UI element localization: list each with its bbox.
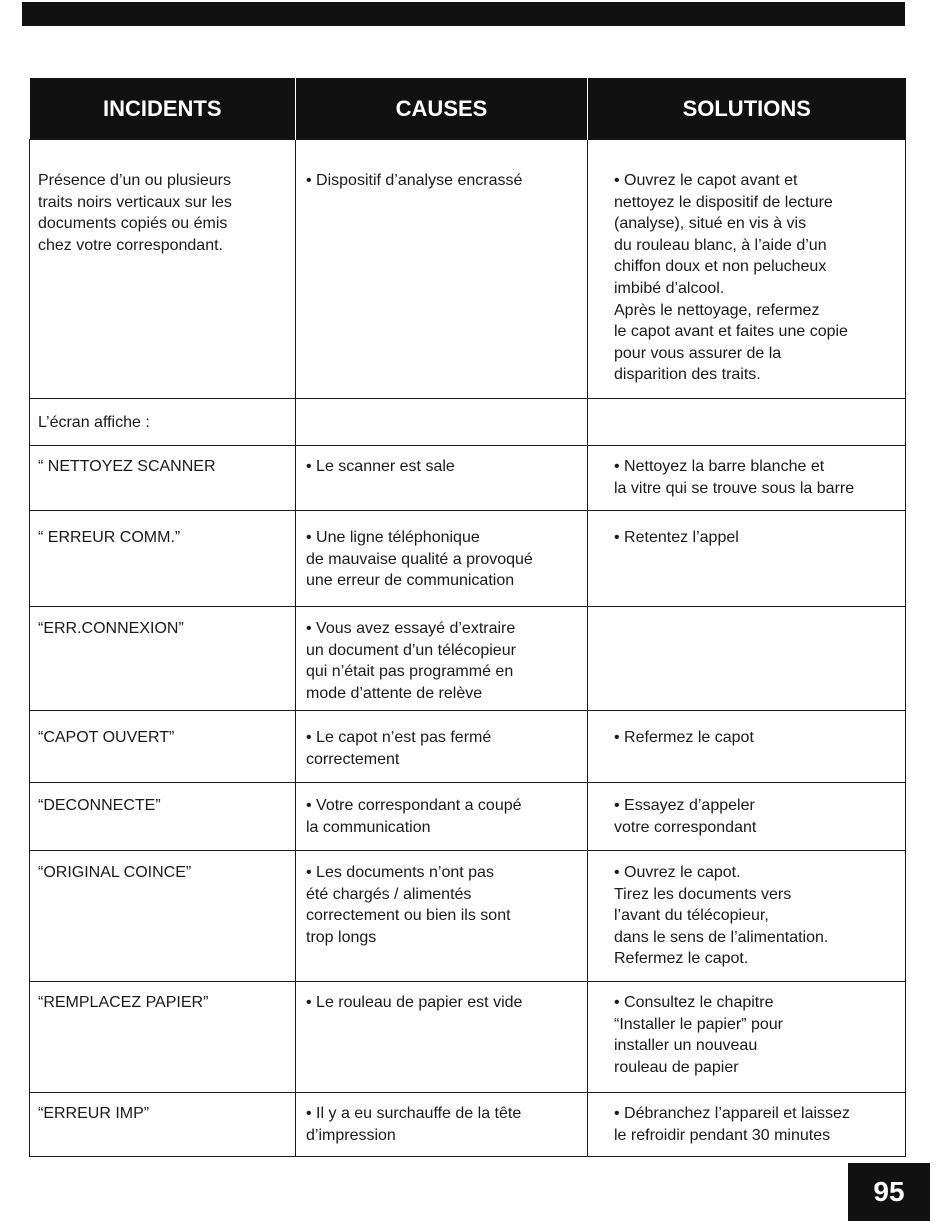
table-row (30, 711, 906, 783)
cause-cell (296, 851, 588, 982)
incident-text: “ NETTOYEZ SCANNER (38, 458, 216, 475)
incident-cell (30, 711, 296, 783)
solution-cell (588, 399, 906, 446)
table-row (30, 446, 906, 511)
incident-text: Présence d’un ou plusieurs traits noirs verticaux sur les documents copiés ou émis chez votre correspondant. (38, 172, 232, 254)
solution-cell (588, 711, 906, 783)
solution-cell (588, 783, 906, 851)
solution-text (588, 399, 905, 412)
incident-text: “ERREUR IMP” (38, 1105, 150, 1122)
solution-text: • Ouvrez le capot. Tirez les documents vers l’avant du télécopieur, dans le sens de l’alimentation. Refermez le capot. (614, 864, 829, 968)
table-row (30, 140, 906, 399)
solution-cell (588, 140, 906, 399)
incident-cell (30, 140, 296, 399)
cause-cell (296, 1093, 588, 1157)
cause-cell (296, 607, 588, 711)
cause-text: • Il y a eu surchauffe de la tête d’impression (306, 1105, 522, 1144)
incident-cell (30, 982, 296, 1093)
cause-cell (296, 446, 588, 511)
cause-cell (296, 982, 588, 1093)
incident-text: “ERR.CONNEXION” (38, 620, 184, 637)
incident-cell (30, 446, 296, 511)
table-row (30, 783, 906, 851)
table-header-row (30, 78, 906, 140)
solution-text: • Consultez le chapitre “Installer le papier” pour installer un nouveau rouleau de papier (614, 994, 783, 1076)
solution-cell (588, 982, 906, 1093)
cause-text: • Les documents n’ont pas été chargés / alimentés correctement ou bien ils sont trop longs (306, 864, 511, 946)
solution-text: • Débranchez l’appareil et laissez le refroidir pendant 30 minutes (614, 1105, 850, 1144)
solution-cell (588, 607, 906, 711)
table-row (30, 607, 906, 711)
table-row (30, 399, 906, 446)
header-incidents: INCIDENTS (30, 78, 296, 140)
incident-cell (30, 511, 296, 607)
incident-cell (30, 851, 296, 982)
cause-cell (296, 511, 588, 607)
solution-text: • Essayez d’appeler votre correspondant (614, 797, 757, 836)
incident-text: “REMPLACEZ PAPIER” (38, 994, 209, 1011)
cause-text (296, 399, 587, 412)
cause-text: • Vous avez essayé d’extraire un document d’un télécopieur qui n’était pas programmé en mode d’attente de relève (306, 620, 516, 702)
troubleshooting-table (29, 78, 906, 1157)
header-solutions: SOLUTIONS (588, 78, 906, 140)
solution-text: • Refermez le capot (614, 729, 754, 746)
incident-cell (30, 399, 296, 446)
solution-text: • Retentez l’appel (614, 529, 739, 546)
solution-cell (588, 851, 906, 982)
cause-cell (296, 711, 588, 783)
incident-cell (30, 783, 296, 851)
incident-text: “ ERREUR COMM.” (38, 529, 181, 546)
table-row (30, 982, 906, 1093)
solution-cell (588, 446, 906, 511)
cause-text: • Le rouleau de papier est vide (306, 994, 523, 1011)
incident-cell (30, 607, 296, 711)
incident-text: “DECONNECTE” (38, 797, 161, 814)
cause-cell (296, 783, 588, 851)
solution-text (588, 607, 905, 618)
incident-cell (30, 1093, 296, 1157)
cause-text: • Le capot n’est pas fermé correctement (306, 729, 492, 768)
solution-text: • Ouvrez le capot avant et nettoyez le dispositif de lecture (analyse), situé en vis à vis du rouleau blanc, à l’aide d’un chiffon doux et non pelucheux imbibé d’alcool. Après le nettoyage, refermez le capot avant et faites une copie pour vous assurer de la disparition des traits. (614, 172, 848, 384)
cause-text: • Le scanner est sale (306, 458, 455, 475)
table-row (30, 851, 906, 982)
table-row (30, 511, 906, 607)
incident-text: “CAPOT OUVERT” (38, 729, 175, 746)
cause-cell (296, 140, 588, 399)
page-number: 95 (848, 1163, 930, 1221)
header-causes: CAUSES (296, 78, 588, 140)
cause-text: • Dispositif d’analyse encrassé (306, 172, 523, 189)
solution-text: • Nettoyez la barre blanche et la vitre qui se trouve sous la barre (614, 458, 855, 497)
solution-cell (588, 1093, 906, 1157)
cause-cell (296, 399, 588, 446)
top-decorative-bar (22, 2, 905, 26)
incident-text: “ORIGINAL COINCE” (38, 864, 192, 881)
cause-text: • Une ligne téléphonique de mauvaise qualité a provoqué une erreur de communication (306, 529, 533, 590)
incident-text: L’écran affiche : (38, 414, 150, 431)
cause-text: • Votre correspondant a coupé la communication (306, 797, 522, 836)
solution-cell (588, 511, 906, 607)
table-row (30, 1093, 906, 1157)
